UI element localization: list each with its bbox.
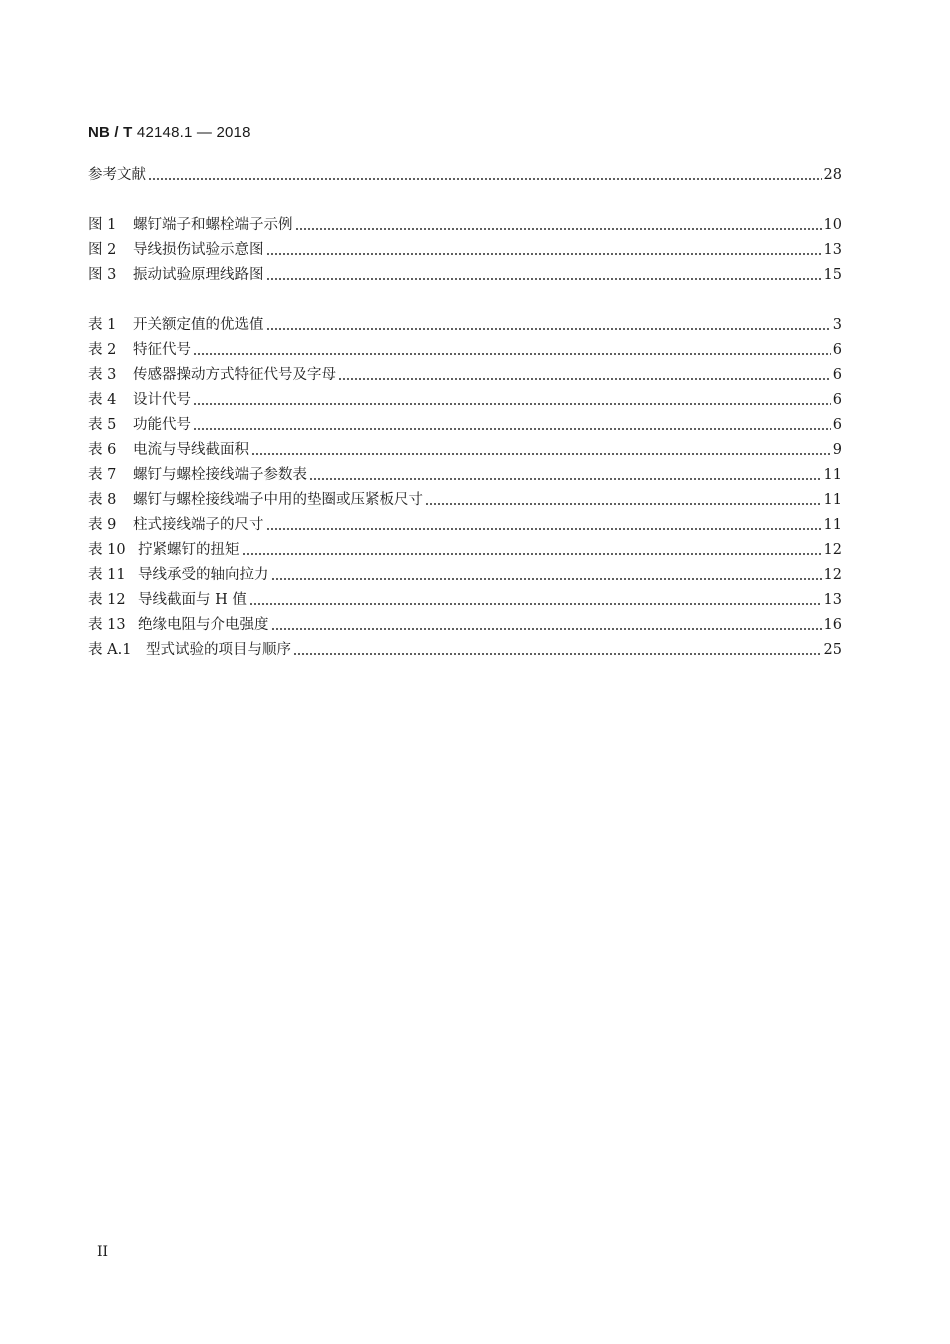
leader-dots	[251, 453, 831, 455]
toc-entry-references[interactable]	[88, 162, 842, 184]
leader-dots	[193, 353, 831, 355]
toc-entry-page: 11	[823, 492, 842, 508]
toc-entry-label: 表 9	[88, 517, 117, 533]
toc-entry-title: 振动试验原理线路图	[133, 267, 264, 283]
toc-entry-table-1[interactable]	[88, 312, 842, 334]
toc-entry-figure-2[interactable]	[88, 237, 842, 259]
leader-dots	[293, 653, 822, 655]
toc-entry-title: 特征代号	[133, 342, 191, 358]
toc-entry-figure-3[interactable]	[88, 262, 842, 284]
toc-entry-page: 9	[832, 442, 842, 458]
toc-entry-page: 11	[823, 517, 842, 533]
standard-code: NB / T	[88, 124, 133, 141]
toc-entry-table-10[interactable]	[88, 537, 842, 559]
toc-entry-table-9[interactable]	[88, 512, 842, 534]
toc-entry-title: 设计代号	[133, 392, 191, 408]
leader-dots	[271, 628, 822, 630]
toc-entry-page: 25	[823, 642, 842, 658]
toc-entry-title: 导线承受的轴向拉力	[138, 567, 269, 583]
page-number-roman: II	[97, 1244, 109, 1260]
toc-entry-label: 表 5	[88, 417, 117, 433]
toc-entry-table-3[interactable]	[88, 362, 842, 384]
toc-entry-label: 表 7	[88, 467, 117, 483]
toc-entry-label: 表 4	[88, 392, 117, 408]
toc-entry-page: 15	[823, 267, 842, 283]
toc-entry-table-8[interactable]	[88, 487, 842, 509]
toc-entry-title: 导线截面与 H 值	[138, 592, 247, 608]
toc-entry-table-11[interactable]	[88, 562, 842, 584]
toc-entry-page: 13	[823, 592, 842, 608]
toc-entry-figure-1[interactable]	[88, 212, 842, 234]
leader-dots	[338, 378, 831, 380]
leader-dots	[193, 428, 831, 430]
toc-entry-label: 表 10	[88, 542, 126, 558]
toc-entry-page: 6	[832, 392, 842, 408]
toc-entry-title: 螺钉与螺栓接线端子参数表	[133, 467, 307, 483]
leader-dots	[266, 278, 822, 280]
toc-entry-page: 6	[832, 367, 842, 383]
toc-entry-title: 柱式接线端子的尺寸	[133, 517, 264, 533]
toc-entry-label: 表 13	[88, 617, 126, 633]
toc-entry-label: 图 3	[88, 267, 117, 283]
toc-entry-label: 表 6	[88, 442, 117, 458]
toc-entry-label: 表 11	[88, 567, 126, 583]
toc-entry-table-a1[interactable]	[88, 637, 842, 659]
toc-entry-label: 表 3	[88, 367, 117, 383]
leader-dots	[266, 253, 822, 255]
toc-entry-label: 表 8	[88, 492, 117, 508]
toc-entry-label: 表 1	[88, 317, 117, 333]
toc-entry-table-5[interactable]	[88, 412, 842, 434]
toc-entry-title: 开关额定值的优选值	[133, 317, 264, 333]
toc-entry-title: 功能代号	[133, 417, 191, 433]
toc-entry-label: 表 2	[88, 342, 117, 358]
standard-number-header	[88, 124, 251, 141]
leader-dots	[193, 403, 831, 405]
toc-entry-title: 电流与导线截面积	[133, 442, 249, 458]
toc-entry-title: 导线损伤试验示意图	[133, 242, 264, 258]
toc-entry-title: 螺钉端子和螺栓端子示例	[133, 217, 293, 233]
toc-entry-title: 传感器操动方式特征代号及字母	[133, 367, 336, 383]
toc-entry-page: 13	[823, 242, 842, 258]
leader-dots	[148, 178, 822, 180]
toc-entry-page: 11	[823, 467, 842, 483]
leader-dots	[425, 503, 822, 505]
toc-entry-table-7[interactable]	[88, 462, 842, 484]
leader-dots	[271, 578, 822, 580]
toc-entry-page: 3	[832, 317, 842, 333]
toc-entry-title: 螺钉与螺栓接线端子中用的垫圈或压紧板尺寸	[133, 492, 423, 508]
toc-entry-page: 12	[823, 567, 842, 583]
toc-entry-table-13[interactable]	[88, 612, 842, 634]
toc-entry-title: 拧紧螺钉的扭矩	[138, 542, 240, 558]
toc-entry-page: 10	[823, 217, 842, 233]
toc-entry-title: 绝缘电阻与介电强度	[138, 617, 269, 633]
leader-dots	[295, 228, 822, 230]
toc-entry-page: 12	[823, 542, 842, 558]
toc-entry-table-4[interactable]	[88, 387, 842, 409]
toc-entry-label: 表 A.1	[88, 642, 132, 658]
leader-dots	[266, 528, 822, 530]
toc-entry-label: 图 1	[88, 217, 117, 233]
toc-entry-page: 6	[832, 342, 842, 358]
toc-entry-title: 型式试验的项目与顺序	[146, 642, 291, 658]
toc-entry-table-2[interactable]	[88, 337, 842, 359]
toc-entry-page: 28	[823, 167, 842, 183]
leader-dots	[309, 478, 822, 480]
toc-entry-title: 参考文献	[88, 167, 146, 183]
leader-dots	[242, 553, 822, 555]
toc-entry-page: 16	[823, 617, 842, 633]
standard-number: 42148.1 — 2018	[136, 124, 251, 141]
toc-entry-label: 图 2	[88, 242, 117, 258]
toc-entry-table-6[interactable]	[88, 437, 842, 459]
toc-entry-table-12[interactable]	[88, 587, 842, 609]
leader-dots	[249, 603, 822, 605]
toc-entry-label: 表 12	[88, 592, 126, 608]
leader-dots	[266, 328, 831, 330]
toc-entry-page: 6	[832, 417, 842, 433]
